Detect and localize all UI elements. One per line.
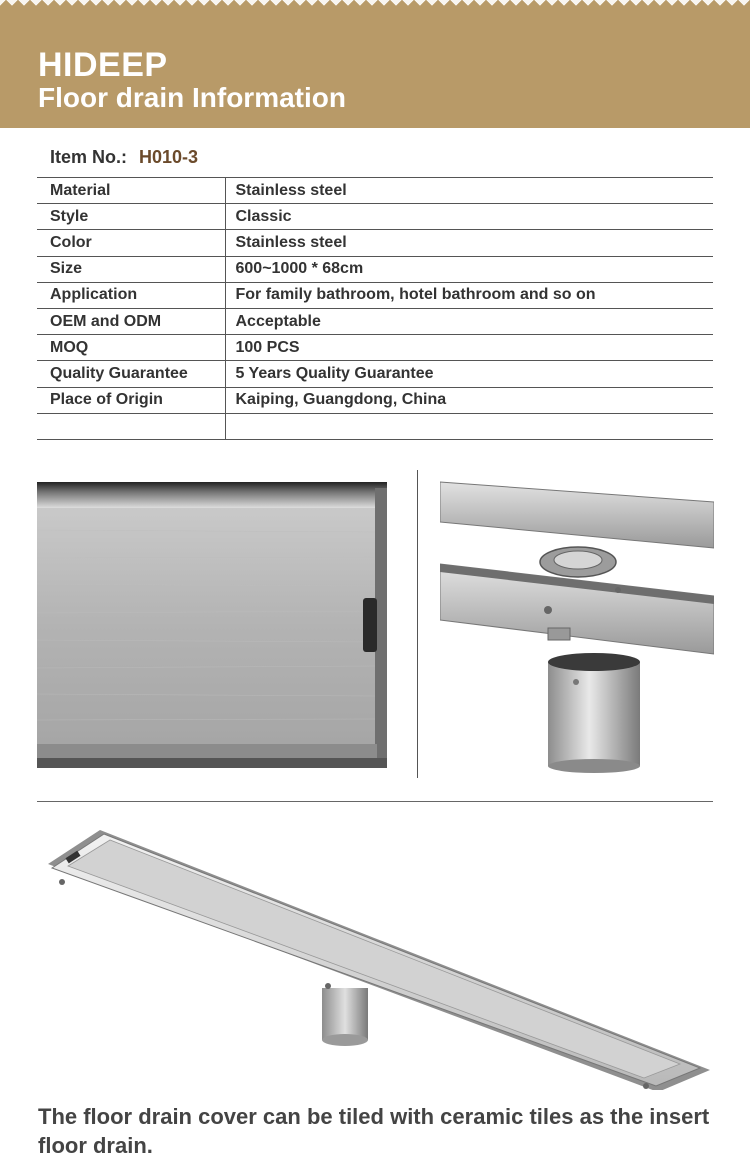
table-row [37,413,713,439]
zigzag-border [0,0,750,12]
spec-key: Size [37,256,225,282]
brand-title: HIDEEP [38,46,168,84]
spec-value: Stainless steel [225,178,713,204]
spec-key: Style [37,204,225,230]
spec-value: Kaiping, Guangdong, China [225,387,713,413]
table-row [37,335,713,361]
drain-cover-photo [37,480,387,776]
section-divider [37,801,713,802]
spec-key: OEM and ODM [37,308,225,334]
table-row [37,230,713,256]
spec-key: MOQ [37,335,225,361]
spec-key [37,413,225,439]
spec-key: Quality Guarantee [37,361,225,387]
spec-value: 5 Years Quality Guarantee [225,361,713,387]
spec-value: Stainless steel [225,230,713,256]
drain-channel-photo [440,478,714,778]
table-row [37,361,713,387]
spec-value [225,413,713,439]
spec-value: For family bathroom, hotel bathroom and so on [225,282,713,308]
table-row [37,204,713,230]
table-row [37,387,713,413]
spec-key: Place of Origin [37,387,225,413]
table-row [37,308,713,334]
spec-value: Classic [225,204,713,230]
spec-value: Acceptable [225,308,713,334]
item-number-label: Item No.: [50,147,128,167]
spec-key: Application [37,282,225,308]
linear-drain-photo [40,820,720,1090]
caption-text: The floor drain cover can be tiled with ceramic tiles as the insert floor drain. [38,1104,710,1158]
item-number [50,147,198,168]
table-row [37,178,713,204]
spec-value: 600~1000 * 68cm [225,256,713,282]
page-subtitle: Floor drain Information [38,82,346,113]
spec-key: Material [37,178,225,204]
table-row [37,256,713,282]
item-number-value: H010-3 [139,147,199,167]
spec-value: 100 PCS [225,335,713,361]
spec-table [37,177,713,440]
photo-divider [417,470,418,778]
table-row [37,282,713,308]
spec-key: Color [37,230,225,256]
header-banner [0,0,750,128]
